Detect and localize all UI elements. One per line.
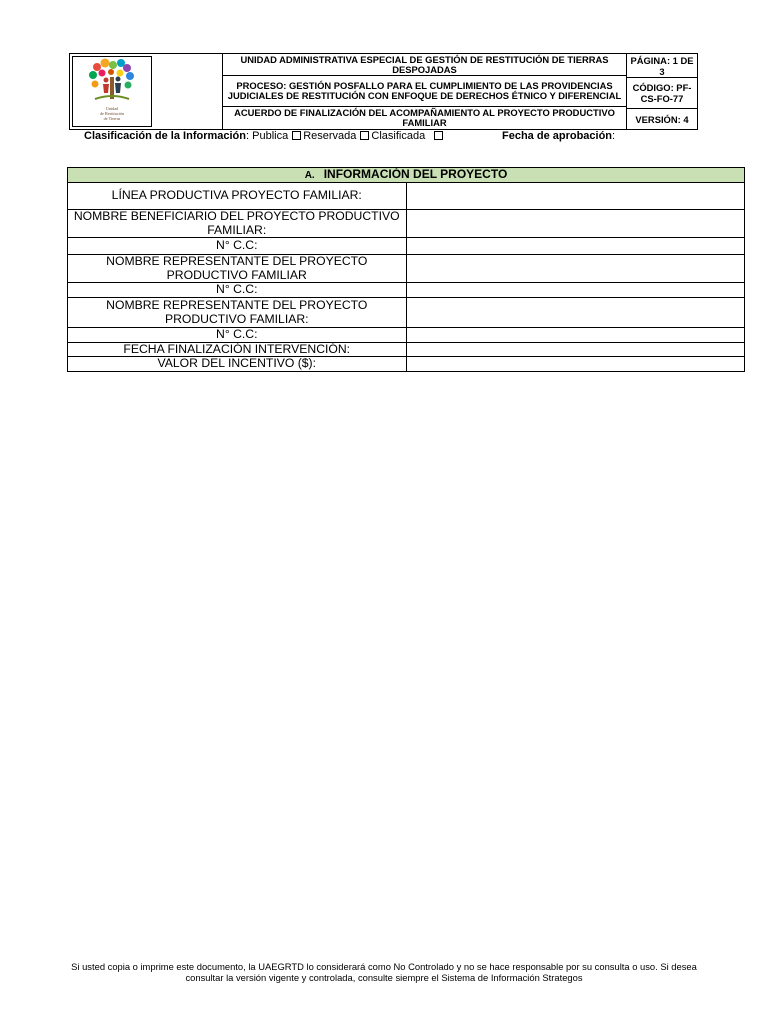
option-reservada-label: Reservada bbox=[303, 130, 357, 142]
row-label-fecha-finalizacion: FECHA FINALIZACIÓN INTERVENCIÓN: bbox=[68, 342, 407, 357]
field-cc-beneficiario[interactable] bbox=[406, 238, 745, 255]
classification-colon: : bbox=[246, 130, 250, 142]
page-number: PÁGINA: 1 DE 3 bbox=[627, 54, 697, 78]
svg-text:Unidad: Unidad bbox=[105, 106, 119, 111]
document-version: VERSIÓN: 4 bbox=[635, 113, 689, 125]
header-titles bbox=[222, 54, 627, 129]
project-info-table bbox=[67, 167, 745, 372]
header-meta bbox=[627, 54, 697, 129]
row-label-cc-representante-2: N° C.C: bbox=[68, 327, 407, 342]
field-representante-2[interactable] bbox=[406, 297, 745, 327]
classification-label: Clasificación de la Información bbox=[84, 130, 246, 142]
process-name: PROCESO: GESTIÓN POSFALLO PARA EL CUMPLIMIENTO DE LAS PROVIDENCIAS JUDICIALES DE RESTITUCIÓN CON ENFOQUE DE DERECHOS ÉTNICO Y DIFERENCIAL bbox=[223, 76, 626, 107]
field-nombre-beneficiario[interactable] bbox=[406, 210, 745, 238]
row-label-cc-representante-1: N° C.C: bbox=[68, 283, 407, 298]
field-valor-incentivo[interactable] bbox=[406, 357, 745, 372]
checkbox-publica[interactable] bbox=[292, 131, 301, 140]
option-clasificada-label: Clasificada bbox=[371, 130, 426, 142]
footer-disclaimer: Si usted copia o imprime este documento, la UAEGRTD lo considerará como No Controlado y no se hace responsable por su consulta o uso. Si desea consultar la versión vigente y controlada, consulte siempre el Sistema de Información Strategos bbox=[71, 961, 697, 983]
section-title: INFORMACIÓN DEL PROYECTO bbox=[323, 167, 508, 181]
field-cc-representante-2[interactable] bbox=[406, 327, 745, 342]
svg-text:de Tierras: de Tierras bbox=[103, 116, 121, 121]
svg-text:de Restitución: de Restitución bbox=[99, 111, 125, 116]
option-publica-label: Publica bbox=[252, 130, 289, 142]
approval-date bbox=[502, 130, 615, 142]
row-label-representante-2: NOMBRE REPRESENTANTE DEL PROYECTO PRODUCTIVO FAMILIAR: bbox=[68, 297, 407, 327]
document-header bbox=[69, 53, 698, 130]
approval-date-colon: : bbox=[612, 130, 616, 142]
field-representante-1[interactable] bbox=[406, 255, 745, 283]
restitucion-tierras-logo bbox=[73, 57, 151, 126]
section-letter: A. bbox=[304, 170, 315, 181]
row-label-valor-incentivo: VALOR DEL INCENTIVO ($): bbox=[68, 357, 407, 372]
row-label-nombre-beneficiario: NOMBRE BENEFICIARIO DEL PROYECTO PRODUCTIVO FAMILIAR: bbox=[68, 210, 407, 238]
document-code: CÓDIGO: PF-CS-FO-77 bbox=[627, 78, 697, 109]
row-label-cc-beneficiario: N° C.C: bbox=[68, 238, 407, 255]
field-fecha-finalizacion[interactable] bbox=[406, 342, 745, 357]
field-linea-productiva[interactable] bbox=[406, 183, 745, 210]
classification-line bbox=[84, 130, 704, 144]
row-label-representante-1: NOMBRE REPRESENTANTE DEL PROYECTO PRODUCTIVO FAMILIAR bbox=[68, 255, 407, 283]
approval-date-label: Fecha de aprobación bbox=[502, 130, 613, 142]
checkbox-reservada[interactable] bbox=[360, 131, 369, 140]
field-cc-representante-1[interactable] bbox=[406, 283, 745, 298]
logo-cell bbox=[72, 56, 152, 127]
checkbox-clasificada[interactable] bbox=[434, 131, 443, 140]
section-header bbox=[68, 168, 745, 183]
row-label-linea-productiva: LÍNEA PRODUCTIVA PROYECTO FAMILIAR: bbox=[68, 183, 407, 210]
entity-name: UNIDAD ADMINISTRATIVA ESPECIAL DE GESTIÓN DE RESTITUCIÓN DE TIERRAS DESPOJADAS bbox=[223, 54, 626, 76]
document-title: ACUERDO DE FINALIZACIÓN DEL ACOMPAÑAMIENTO AL PROYECTO PRODUCTIVO FAMILIAR bbox=[234, 107, 615, 128]
